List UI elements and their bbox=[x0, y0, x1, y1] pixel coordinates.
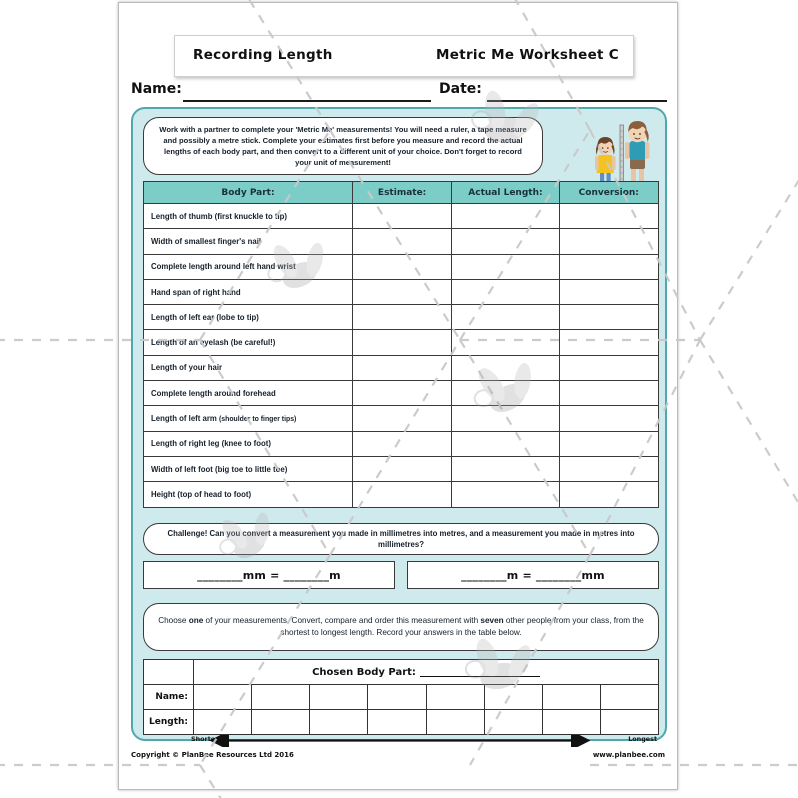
length-entry-cell[interactable] bbox=[252, 710, 310, 735]
conversion-cell[interactable] bbox=[559, 279, 658, 304]
website-url[interactable]: www.planbee.com bbox=[592, 751, 665, 759]
body-part-text: Length of left arm bbox=[151, 414, 220, 424]
date-label: Date: bbox=[439, 81, 482, 97]
name-entry-cell[interactable] bbox=[368, 685, 426, 710]
name-entry-cell[interactable] bbox=[252, 685, 310, 710]
name-entry-cell[interactable] bbox=[484, 685, 542, 710]
estimate-cell[interactable] bbox=[352, 355, 451, 380]
body-part-cell bbox=[144, 482, 353, 507]
body-part-text: Length of right leg (knee to foot) bbox=[151, 439, 271, 449]
actual-length-cell[interactable] bbox=[452, 381, 559, 406]
conversion-cell[interactable] bbox=[559, 381, 658, 406]
challenge-label: Challenge! bbox=[167, 528, 208, 538]
table-row bbox=[144, 330, 659, 355]
conversion-cell[interactable] bbox=[559, 406, 658, 431]
conversion-answer-box-m-to-mm[interactable]: ________m = ________mm bbox=[407, 561, 659, 589]
body-part-cell bbox=[144, 279, 353, 304]
table-row bbox=[144, 355, 659, 380]
date-write-line[interactable] bbox=[487, 100, 667, 102]
name-entry-cell[interactable] bbox=[194, 685, 252, 710]
chosen-body-part-label: Chosen Body Part: bbox=[312, 666, 416, 678]
header-title-box bbox=[174, 35, 634, 77]
choose-text-part2: of your measurements. Convert, compare and order this measurement with bbox=[203, 616, 481, 626]
name-date-row bbox=[131, 81, 667, 105]
conversion-answer-box-mm-to-m[interactable]: ________mm = ________m bbox=[143, 561, 395, 589]
body-part-text: Width of left foot (big toe to little toe) bbox=[151, 464, 288, 474]
double-headed-arrow-icon bbox=[143, 735, 659, 747]
table-row bbox=[144, 381, 659, 406]
body-part-text: Width of smallest finger's nail bbox=[151, 236, 262, 246]
conversion-cell[interactable] bbox=[559, 204, 658, 229]
body-part-cell bbox=[144, 456, 353, 481]
scale-shortest-label: Shortest bbox=[191, 735, 222, 743]
body-part-text: Length of thumb (first knuckle to tip) bbox=[151, 211, 288, 221]
body-part-text: Height (top of head to foot) bbox=[151, 489, 252, 499]
choose-text-part3: other people from your class, from the shortest to longest length. Record your answers in the table below. bbox=[280, 616, 644, 637]
order-name-label: Name: bbox=[144, 685, 194, 710]
name-write-line[interactable] bbox=[183, 100, 431, 102]
conversion-cell[interactable] bbox=[559, 431, 658, 456]
choose-emphasis-seven: seven bbox=[480, 616, 504, 626]
body-part-cell bbox=[144, 229, 353, 254]
table-row bbox=[144, 482, 659, 507]
actual-length-cell[interactable] bbox=[452, 279, 559, 304]
body-part-subtext: (shoulder to finger tips) bbox=[219, 416, 297, 424]
copyright-text: Copyright © PlanBee Resources Ltd 2016 bbox=[131, 751, 294, 759]
actual-length-cell[interactable] bbox=[452, 229, 559, 254]
actual-length-cell[interactable] bbox=[452, 254, 559, 279]
table-row bbox=[144, 279, 659, 304]
body-part-text: Length of left ear (lobe to tip) bbox=[151, 312, 259, 322]
conversion-cell[interactable] bbox=[559, 305, 658, 330]
name-entry-cell[interactable] bbox=[542, 685, 600, 710]
body-part-text: Length of your hair bbox=[151, 363, 223, 373]
body-part-cell bbox=[144, 204, 353, 229]
actual-length-cell[interactable] bbox=[452, 431, 559, 456]
table-row bbox=[144, 431, 659, 456]
chosen-row-spacer bbox=[144, 660, 194, 685]
column-header-body-part: Body Part: bbox=[144, 182, 353, 204]
estimate-cell[interactable] bbox=[352, 482, 451, 507]
worksheet-topic-title: Recording Length bbox=[193, 47, 333, 63]
length-entry-cell[interactable] bbox=[310, 710, 368, 735]
estimate-cell[interactable] bbox=[352, 431, 451, 456]
column-header-conversion: Conversion: bbox=[559, 182, 658, 204]
estimate-cell[interactable] bbox=[352, 381, 451, 406]
table-row bbox=[144, 305, 659, 330]
actual-length-cell[interactable] bbox=[452, 204, 559, 229]
length-entry-row bbox=[144, 710, 659, 735]
estimate-cell[interactable] bbox=[352, 456, 451, 481]
body-part-cell bbox=[144, 431, 353, 456]
actual-length-cell[interactable] bbox=[452, 330, 559, 355]
challenge-text: Can you convert a measurement you made in millimetres into metres, and a measurement you made in metres into millimetres? bbox=[207, 528, 635, 549]
length-entry-cell[interactable] bbox=[368, 710, 426, 735]
estimate-cell[interactable] bbox=[352, 229, 451, 254]
choose-instruction-box bbox=[143, 603, 659, 651]
name-label: Name: bbox=[131, 81, 182, 97]
chosen-body-part-blank[interactable] bbox=[420, 676, 540, 677]
body-part-cell bbox=[144, 355, 353, 380]
worksheet-name-title: Metric Me Worksheet C bbox=[436, 47, 619, 63]
body-part-cell bbox=[144, 381, 353, 406]
name-entry-cell[interactable] bbox=[600, 685, 658, 710]
conversion-cell[interactable] bbox=[559, 254, 658, 279]
table-row bbox=[144, 254, 659, 279]
class-ordering-table bbox=[143, 659, 659, 735]
estimate-cell[interactable] bbox=[352, 406, 451, 431]
actual-length-cell[interactable] bbox=[452, 456, 559, 481]
choose-emphasis-one: one bbox=[188, 616, 204, 626]
estimate-cell[interactable] bbox=[352, 330, 451, 355]
scale-longest-label: Longest bbox=[628, 735, 657, 743]
length-entry-cell[interactable] bbox=[542, 710, 600, 735]
body-part-cell bbox=[144, 254, 353, 279]
body-part-text: Complete length around left hand wrist bbox=[151, 262, 296, 272]
table-row bbox=[144, 456, 659, 481]
body-part-cell bbox=[144, 305, 353, 330]
conversion-cell[interactable] bbox=[559, 330, 658, 355]
chosen-body-part-row bbox=[144, 660, 659, 685]
table-row bbox=[144, 229, 659, 254]
body-part-cell bbox=[144, 406, 353, 431]
body-part-text: Hand span of right hand bbox=[151, 287, 241, 297]
body-part-text: Complete length around forehead bbox=[151, 388, 276, 398]
worksheet-page bbox=[118, 2, 678, 790]
column-header-estimate: Estimate: bbox=[352, 182, 451, 204]
name-entry-cell[interactable] bbox=[310, 685, 368, 710]
conversion-cell[interactable] bbox=[559, 482, 658, 507]
body-measurement-table bbox=[143, 181, 659, 508]
order-length-label: Length: bbox=[144, 710, 194, 735]
estimate-cell[interactable] bbox=[352, 254, 451, 279]
actual-length-cell[interactable] bbox=[452, 305, 559, 330]
estimate-cell[interactable] bbox=[352, 305, 451, 330]
intro-instruction-box bbox=[143, 117, 543, 175]
name-entry-cell[interactable] bbox=[426, 685, 484, 710]
choose-text-part1: Choose bbox=[158, 616, 189, 626]
body-part-text: Length of an eyelash (be careful!) bbox=[151, 338, 276, 348]
actual-length-cell[interactable] bbox=[452, 482, 559, 507]
length-entry-cell[interactable] bbox=[484, 710, 542, 735]
intro-instruction-text: Work with a partner to complete your 'Metric Me' measurements! You will need a ruler, a tape measure and possibly a metre stick. Complete your estimates first before you measure and record the actual lengths of each body part, and then convert to a different unit of your choice. Don't forget to record your unit of measurement! bbox=[159, 125, 527, 167]
estimate-cell[interactable] bbox=[352, 204, 451, 229]
actual-length-cell[interactable] bbox=[452, 406, 559, 431]
column-header-actual-length: Actual Length: bbox=[452, 182, 559, 204]
conversion-cell[interactable] bbox=[559, 229, 658, 254]
estimate-cell[interactable] bbox=[352, 279, 451, 304]
length-entry-cell[interactable] bbox=[426, 710, 484, 735]
name-entry-row bbox=[144, 685, 659, 710]
worksheet-main-panel bbox=[131, 107, 667, 741]
table-header-row bbox=[144, 182, 659, 204]
challenge-instruction-box bbox=[143, 523, 659, 555]
table-row bbox=[144, 204, 659, 229]
conversion-cell[interactable] bbox=[559, 355, 658, 380]
actual-length-cell[interactable] bbox=[452, 355, 559, 380]
shortest-longest-scale bbox=[143, 735, 659, 747]
body-part-cell bbox=[144, 330, 353, 355]
table-row bbox=[144, 406, 659, 431]
length-entry-cell[interactable] bbox=[194, 710, 252, 735]
conversion-cell[interactable] bbox=[559, 456, 658, 481]
length-entry-cell[interactable] bbox=[600, 710, 658, 735]
